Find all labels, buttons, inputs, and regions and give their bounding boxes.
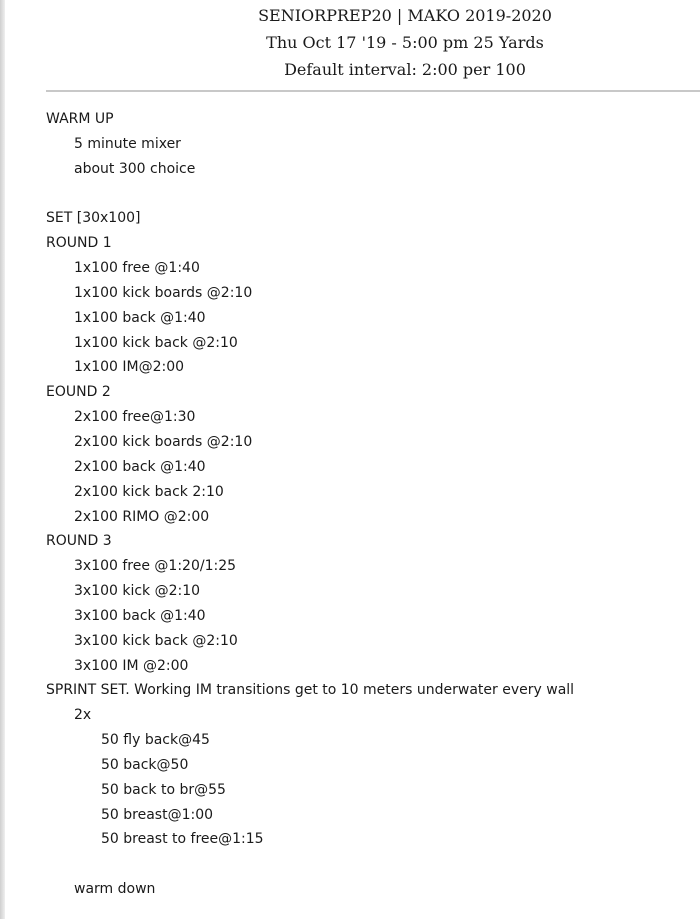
sprint-item: 50 back to br@55 xyxy=(101,781,226,798)
sprint-item: 50 fly back@45 xyxy=(101,732,210,749)
workout-body xyxy=(46,107,696,902)
set-item: 2x100 kick back 2:10 xyxy=(74,483,224,500)
sprint-item: 50 back@50 xyxy=(101,756,189,773)
round-label: EOUND 2 xyxy=(46,384,111,401)
sprint-item: 50 breast to free@1:15 xyxy=(101,831,264,848)
header-divider xyxy=(46,90,700,92)
workout-date: Thu Oct 17 '19 - 5:00 pm 25 Yards xyxy=(266,33,544,52)
blank-line xyxy=(46,182,696,207)
warmup-item: about 300 choice xyxy=(74,160,196,177)
round-label: ROUND 1 xyxy=(46,235,112,252)
set-item: 3x100 kick @2:10 xyxy=(74,583,201,600)
set-item: 2x100 kick boards @2:10 xyxy=(74,433,253,450)
set-item: 1x100 kick back @2:10 xyxy=(74,334,238,351)
set-item: 2x100 back @1:40 xyxy=(74,458,206,475)
set-item: 2x100 RIMO @2:00 xyxy=(74,508,210,525)
set-heading: SET [30x100] xyxy=(46,210,141,227)
warmup-item: 5 minute mixer xyxy=(74,135,181,152)
blank-line xyxy=(46,852,696,877)
set-item: 1x100 free @1:40 xyxy=(74,260,200,277)
set-item: 1x100 back @1:40 xyxy=(74,309,206,326)
sprint-set-heading: SPRINT SET. Working IM transitions get to 10 meters underwater every wall xyxy=(46,682,575,699)
set-item: 3x100 kick back @2:10 xyxy=(74,632,238,649)
set-item: 1x100 IM@2:00 xyxy=(74,359,185,376)
round-label: ROUND 3 xyxy=(46,533,112,550)
workout-header xyxy=(0,0,700,83)
sprint-item: 50 breast@1:00 xyxy=(101,806,214,823)
set-item: 1x100 kick boards @2:10 xyxy=(74,284,253,301)
sprint-repeat: 2x xyxy=(74,707,92,724)
set-item: 3x100 IM @2:00 xyxy=(74,657,189,674)
default-interval: Default interval: 2:00 per 100 xyxy=(284,60,526,79)
cooldown-label: warm down xyxy=(74,881,156,898)
set-item: 3x100 free @1:20/1:25 xyxy=(74,558,237,575)
set-item: 3x100 back @1:40 xyxy=(74,607,206,624)
set-item: 2x100 free@1:30 xyxy=(74,409,196,426)
page-left-edge xyxy=(0,0,5,919)
warmup-heading: WARM UP xyxy=(46,111,114,127)
workout-title: SENIORPREP20 | MAKO 2019-2020 xyxy=(258,6,552,25)
